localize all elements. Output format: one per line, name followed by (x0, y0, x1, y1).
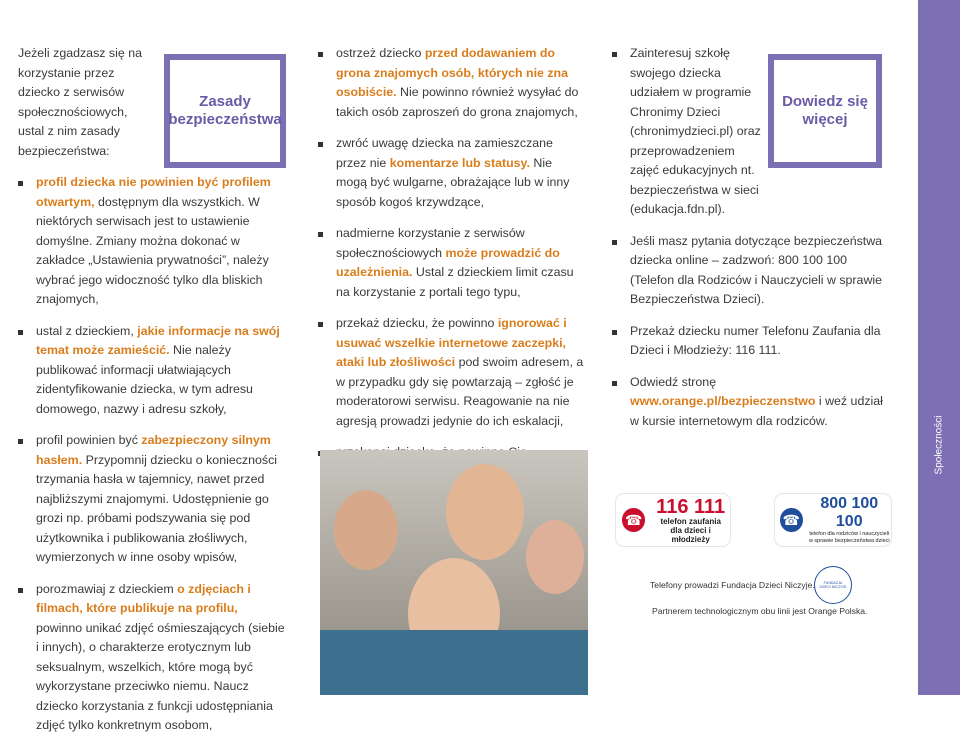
helpline-800100100-text (808, 495, 891, 545)
phone-red-icon: ☎ (622, 508, 645, 532)
info-item-1: Zainteresuj szkołę swojego dziecka udziałem w programie Chronimy Dzieci (chronimydzieci.pl) oraz przeprowadzeniem zajęć edukacyjnych nt. bezpieczeństwa w sieci (edukacja.fdn.pl). (612, 44, 766, 220)
orange-note: Partnerem technologicznym obu linii jest Orange Polska. (652, 606, 868, 616)
photo-person-2 (446, 464, 524, 560)
fdn-logo (814, 566, 852, 604)
column-more-info (612, 44, 892, 431)
info-item-4: Odwiedź stronę www.orange.pl/bezpieczenstwo i weź udział w kursie internetowym dla rodziców. (612, 373, 892, 432)
sidebar-label-wrap (918, 410, 960, 480)
fdn-note: Telefony prowadzi Fundacja Dzieci Niczyje. (650, 580, 815, 590)
info-item-3: Przekaż dziecku numer Telefonu Zaufania dla Dzieci i Młodzieży: 116 111. (612, 322, 892, 361)
photo-shirt (320, 630, 588, 695)
info-item-2: Jeśli masz pytania dotyczące bezpieczeństwa dziecka online – zadzwoń: 800 100 100 (Telefon dla Rodziców i Nauczycieli w sprawie Bezpieczeństwa Dzieci). (612, 232, 892, 310)
intro-text: Jeżeli zgadzasz się na korzystanie przez dziecko z serwisów społecznościowych, ustal z nim zasady bezpieczeństwa: (18, 46, 142, 158)
warning-item-2: zwróć uwagę dziecka na zamieszczane przez nie komentarze lub statusy. Nie mogą być wulgarne, obrażające lub w inny sposób kogoś krzywdzące, (318, 134, 586, 212)
photo-person-1 (334, 490, 398, 570)
helpline-116111-text (651, 497, 730, 544)
helpline-116111-line2: dla dzieci i młodzieży (670, 525, 711, 544)
helpline-800100100-logo (775, 494, 891, 546)
helpline-116111-number: 116 111 (656, 495, 726, 518)
fdn-logo-text: FUNDACJA DZIECI NICZYJE (819, 581, 847, 589)
sidebar-label: Społeczności (933, 415, 945, 475)
warning-item-4: przekaż dziecku, że powinno ignorować i usuwać wszelkie internetowe zaczepki, ataki lub złośliwości pod swoim adresem, a w przypadku gdy się powtarzają – zgłość je moderatorowi serwisu. Reagowanie na nie agresją prowadzi jedynie do ich eskalacji, (318, 314, 586, 431)
rule-item-2: ustal z dzieckiem, jakie informacje na swój temat może zamieścić. Nie należy publikować informacji ułatwiających zidentyfikowanie dziecka, w tym adresu domowego, nazwy i adresu szkoły, (18, 322, 286, 420)
section-sidebar (918, 0, 960, 695)
helpline-800100100-line1: telefon dla rodziców i nauczycieli (809, 531, 890, 537)
teenagers-selfie-photo (320, 450, 588, 695)
helpline-116111-logo (616, 494, 730, 546)
warning-item-1: ostrzeż dziecko przed dodawaniem do grona znajomych osób, których nie zna osobiście. Nie powinno również wysyłać do takich osób zaproszeń do grona znajomych, (318, 44, 586, 122)
photo-person-3 (526, 520, 584, 594)
rule-item-3: profil powinien być zabezpieczony silnym hasłem. Przypomnij dziecku o konieczności trzymania hasła w tajemnicy, nawet przed najbliższymi znajomymi. Udostępnienie go grozi np. próbami podszywania się pod użytkownika i publikowania złośliwych, wymierzonych w inne osoby wpisów, (18, 431, 286, 568)
more-info-title: Dowiedz się więcej (782, 93, 868, 128)
helpline-800100100-number: 800 100 100 (820, 495, 879, 530)
helpline-800100100-line2: w sprawie bezpieczeństwa dzieci (808, 538, 890, 544)
rule-item-4: porozmawiaj z dzieckiem o zdjęciach i filmach, które publikuje na profilu, powinno unikać zdjęć ośmieszających (siebie i innych), o charakterze erotycznym lub seksualnym, wszelkich, które mogą być wykorzystane przeciwko niemu. Naucz dziecko korzystania z funkcji udostępniania zdjęć tylko konkretnym osobom, (18, 580, 286, 736)
column-rules (18, 44, 286, 736)
phone-blue-icon: ☎ (780, 508, 803, 532)
warning-item-3: nadmierne korzystanie z serwisów społecznościowych może prowadzić do uzależnienia. Ustal z dzieckiem limit czasu na korzystanie z portali tego typu, (318, 224, 586, 302)
rules-title: Zasady bezpieczeństwa (168, 93, 282, 128)
rule-item-1: profil dziecka nie powinien być profilem otwartym, dostępnym dla wszystkich. W niektórych serwisach jest to ustawienie domyślne. Zmiany można dokonać w zakładce „Ustawienia prywatności”, należy wybrać jego widoczność tylko dla bliskich znajomych, (18, 173, 286, 310)
helpline-116111-line1: telefon zaufania (660, 516, 721, 526)
